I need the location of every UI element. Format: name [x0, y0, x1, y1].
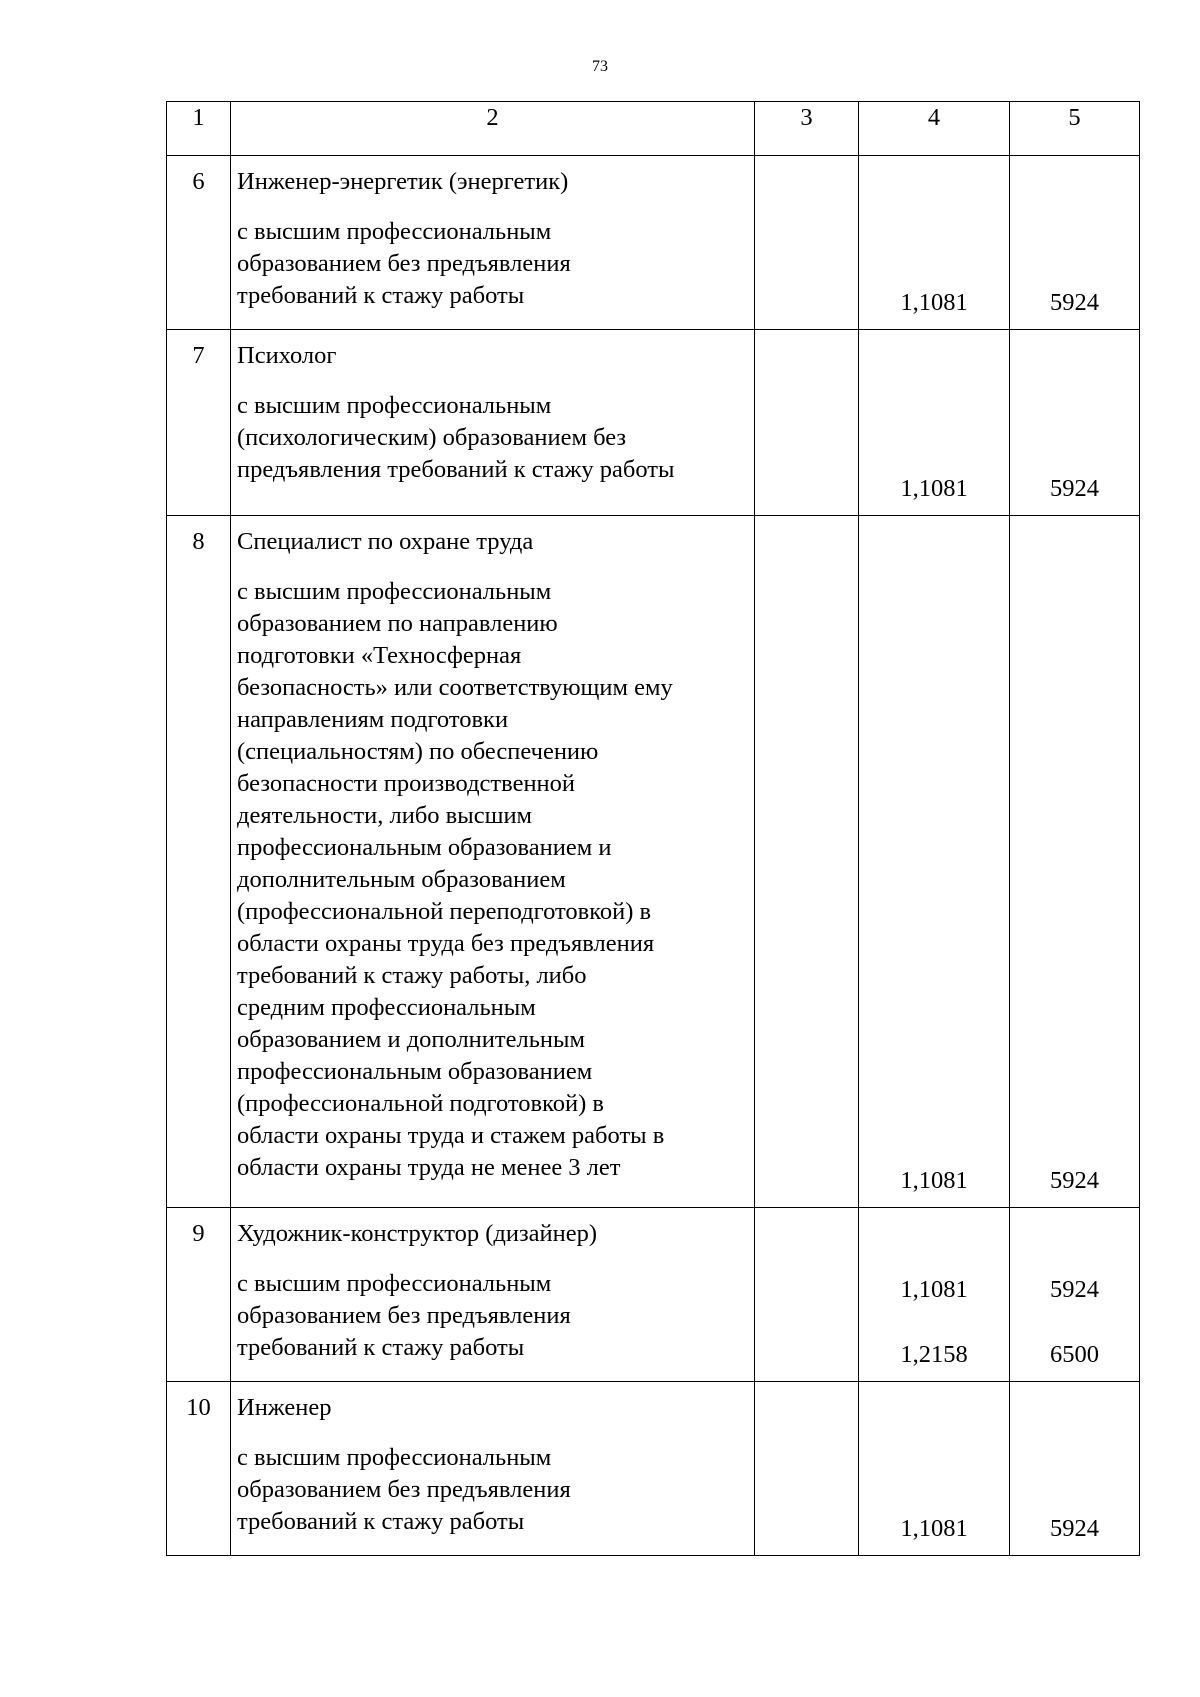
qualification-requirements: с высшим профессиональным (психологическим) образованием без предъявления требований к стажу работы: [237, 392, 675, 483]
qualification-requirements: с высшим профессиональным образованием по направлению подготовки «Техносферная безопасность» или соответствующим ему направлениям подготовки (специальностям) по обеспечению безопасности производственной деятельности, либо высшим профессиональным образованием и дополнительным образованием (профессиональной переподготовкой) в области охраны труда без предъявления требований к стажу работы, либо средним профессиональным образованием и дополнительным профессиональным образованием (профессиональной подготовкой) в области охраны труда и стажем работы в области охраны труда не менее 3 лет: [237, 578, 673, 1181]
salary-value: 5924: [1050, 1167, 1099, 1194]
column-header: 3: [755, 102, 859, 156]
page-number: 73: [592, 58, 608, 75]
coefficient-cell: [859, 516, 1010, 1208]
position-description: [231, 156, 755, 330]
position-title: Специалист по охране труда: [237, 528, 534, 555]
coefficient-value: 1,1081: [900, 1515, 968, 1542]
coefficient-value: 1,2158: [900, 1341, 968, 1368]
salary-value: 5924: [1050, 1515, 1099, 1542]
position-title: Художник-конструктор (дизайнер): [237, 1220, 598, 1247]
position-title: Психолог: [237, 342, 337, 369]
position-title: Инженер: [237, 1394, 332, 1421]
column-3-cell: [755, 1208, 859, 1382]
column-3-cell: [755, 156, 859, 330]
salary-value: 5924: [1050, 1276, 1099, 1303]
coefficient-cell: [859, 156, 1010, 330]
position-title: Инженер-энергетик (энергетик): [237, 168, 569, 195]
column-header: 2: [231, 102, 755, 156]
position-description: [231, 516, 755, 1208]
row-number: 6: [167, 156, 231, 330]
column-header: 4: [859, 102, 1010, 156]
salary-table: [166, 101, 1140, 1556]
row-number: 7: [167, 330, 231, 516]
column-3-cell: [755, 516, 859, 1208]
salary-cell: [1010, 516, 1140, 1208]
table-row: [167, 1208, 1140, 1382]
table-row: [167, 156, 1140, 330]
coefficient-value: 1,1081: [900, 1167, 968, 1194]
position-description: [231, 330, 755, 516]
row-number: 8: [167, 516, 231, 1208]
table-row: [167, 516, 1140, 1208]
salary-value: 6500: [1050, 1341, 1099, 1368]
position-description: [231, 1382, 755, 1556]
column-3-cell: [755, 1382, 859, 1556]
qualification-requirements: с высшим профессиональным образованием без предъявления требований к стажу работы: [237, 1444, 571, 1535]
coefficient-cell: [859, 1208, 1010, 1382]
salary-value: 5924: [1050, 289, 1099, 316]
coefficient-value: 1,1081: [900, 289, 968, 316]
salary-cell: [1010, 1208, 1140, 1382]
row-number: 10: [167, 1382, 231, 1556]
salary-cell: [1010, 330, 1140, 516]
qualification-requirements: с высшим профессиональным образованием без предъявления требований к стажу работы: [237, 1270, 571, 1361]
coefficient-cell: [859, 1382, 1010, 1556]
salary-cell: [1010, 156, 1140, 330]
row-number: 9: [167, 1208, 231, 1382]
coefficient-cell: [859, 330, 1010, 516]
table-row: [167, 330, 1140, 516]
salary-cell: [1010, 1382, 1140, 1556]
column-header: 1: [167, 102, 231, 156]
column-header: 5: [1010, 102, 1140, 156]
position-description: [231, 1208, 755, 1382]
salary-value: 5924: [1050, 475, 1099, 502]
table-header-row: [167, 102, 1140, 156]
qualification-requirements: с высшим профессиональным образованием без предъявления требований к стажу работы: [237, 218, 571, 309]
column-3-cell: [755, 330, 859, 516]
coefficient-value: 1,1081: [900, 475, 968, 502]
coefficient-value: 1,1081: [900, 1276, 968, 1303]
table-row: [167, 1382, 1140, 1556]
